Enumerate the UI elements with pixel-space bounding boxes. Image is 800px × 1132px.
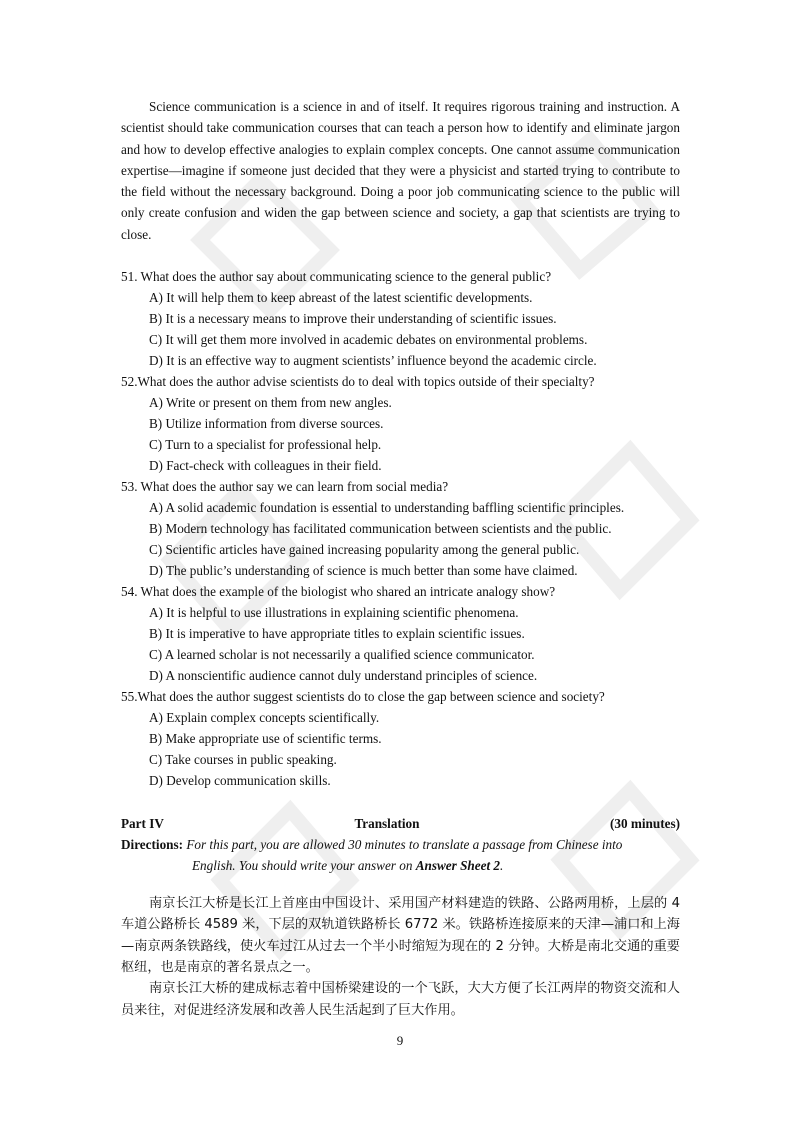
question-53: [121, 476, 680, 581]
question-stem: 53. What does the author say we can learn from social media?: [121, 479, 449, 495]
question-52: [121, 371, 680, 476]
answer-option: C) Turn to a specialist for professional help.: [149, 437, 382, 453]
question-stem: 55.What does the author suggest scientists do to close the gap between science and society?: [121, 689, 605, 705]
page-number: 9: [396, 1033, 404, 1048]
chinese-paragraph: 南京长江大桥是长江上首座由中国设计、采用国产材料建造的铁路、公路两用桥，上层的 4 车道公路桥长 4589 米，下层的双轨道铁路桥长 6772 米。铁路桥连接原来的天津—浦口和上海—南京两条铁路线，使火车过江从过去一个半小时缩短为现在的 2 分钟。大桥是南北交通的重要枢纽，也是南京的著名景点之一。: [121, 896, 680, 975]
answer-sheet-label: Answer Sheet 2: [415, 858, 501, 874]
chinese-passage: [121, 893, 680, 1021]
question-list: [121, 266, 680, 791]
answer-option: A) A solid academic foundation is essential to understanding baffling scientific principles.: [149, 500, 625, 516]
chinese-paragraph: 南京长江大桥的建成标志着中国桥梁建设的一个飞跃，大大方便了长江两岸的物资交流和人员来往，对促进经济发展和改善人民生活起到了巨大作用。: [121, 981, 680, 1018]
answer-option: D) Develop communication skills.: [149, 773, 331, 789]
answer-option: B) It is a necessary means to improve their understanding of scientific issues.: [149, 311, 557, 327]
answer-option: D) The public’s understanding of science is much better than some have claimed.: [149, 563, 578, 579]
document-page: [121, 96, 680, 1021]
answer-option: D) Fact-check with colleagues in their field.: [149, 458, 382, 474]
answer-option: A) Write or present on them from new angles.: [149, 395, 392, 411]
directions-text: For this part, you are allowed 30 minutes to translate a passage from Chinese into: [186, 837, 623, 853]
directions: [121, 834, 680, 876]
answer-option: B) Make appropriate use of scientific terms.: [149, 731, 382, 747]
question-51: [121, 266, 680, 371]
answer-option: C) Scientific articles have gained increasing popularity among the general public.: [149, 542, 580, 558]
question-stem: 54. What does the example of the biologist who shared an intricate analogy show?: [121, 584, 556, 600]
question-54: [121, 581, 680, 686]
answer-option: A) Explain complex concepts scientifically.: [149, 710, 380, 726]
answer-option: B) Modern technology has facilitated communication between scientists and the public.: [149, 521, 612, 537]
directions-line-2: English. You should write your answer on Answer Sheet 2.: [192, 858, 504, 874]
answer-option: A) It is helpful to use illustrations in explaining scientific phenomena.: [149, 605, 519, 621]
question-stem: 52.What does the author advise scientists do to deal with topics outside of their specialty?: [121, 374, 595, 390]
answer-option: C) It will get them more involved in academic debates on environmental problems.: [149, 332, 588, 348]
answer-option: C) A learned scholar is not necessarily a qualified science communicator.: [149, 647, 535, 663]
reading-passage: Science communication is a science in and of itself. It requires rigorous training and instruction. A scientist should take communication courses that can teach a person how to identify and eliminate jargon and how to develop effective analogies to explain complex concepts. One cannot assume communication expertise—imagine if someone just decided that they were a physicist and started trying to contribute to the field without the necessary background. Doing a poor job communicating science to the public will only create confusion and widen the gap between science and society, a gap that scientists are trying to close.: [121, 99, 680, 242]
directions-label: Directions:: [121, 837, 184, 853]
answer-option: D) It is an effective way to augment scientists’ influence beyond the academic circle.: [149, 353, 597, 369]
answer-option: B) Utilize information from diverse sources.: [149, 416, 384, 432]
part-label: Part IV: [121, 816, 164, 832]
answer-option: B) It is imperative to have appropriate titles to explain scientific issues.: [149, 626, 525, 642]
question-stem: 51. What does the author say about communicating science to the general public?: [121, 269, 552, 285]
section-header: [121, 813, 680, 834]
answer-option: D) A nonscientific audience cannot duly understand principles of science.: [149, 668, 538, 684]
time-limit: (30 minutes): [610, 816, 680, 832]
answer-option: A) It will help them to keep abreast of the latest scientific developments.: [149, 290, 533, 306]
section-title: Translation: [354, 816, 420, 832]
question-55: [121, 686, 680, 791]
answer-option: C) Take courses in public speaking.: [149, 752, 337, 768]
